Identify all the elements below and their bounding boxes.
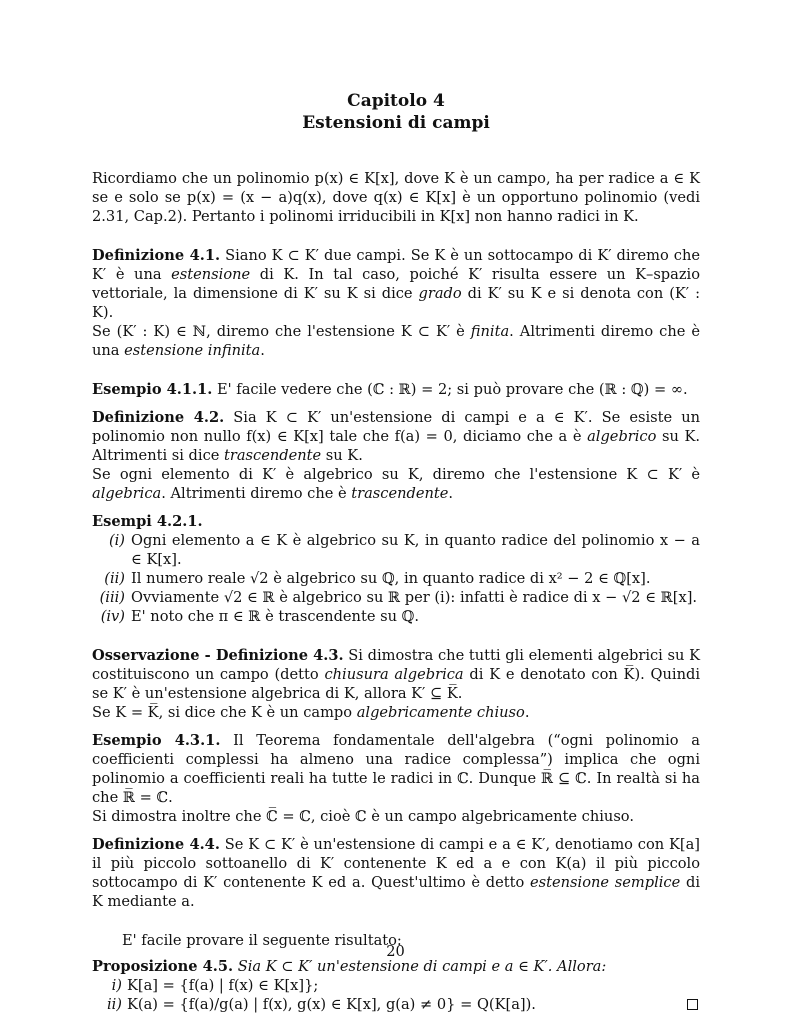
qed-square-icon	[687, 999, 698, 1010]
intro-paragraph: Ricordiamo che un polinomio p(x) ∈ K[x], dove K è un campo, ha per radice a ∈ K se e solo se p(x) = (x − a)q(x), dove q(x) ∈ K[x] è un opportuno polinomio (vedi 2.31, Cap.2). Pertanto i polinomi irriducibili in K[x] non hanno radici in K.	[92, 170, 700, 225]
definition-4-1: Definizione 4.1. Siano K ⊂ K′ due campi. Se K è un sottocampo di K′ diremo che K′ è una estensione di K. In tal caso, poiché K′ risulta essere un K–spazio vettoriale, la dimensione di K′ su K si dice grado di K′ su K e si denota con (K′ : K). Se (K′ : K) ∈ ℕ, diremo che l'estensione K ⊂ K′ è finita. Altrimenti diremo che è una estensione infinita.	[92, 247, 700, 359]
list-item: (ii) Il numero reale √2 è algebrico su ℚ, in quanto radice di x² − 2 ∈ ℚ[x].	[104, 570, 651, 587]
proposition-4-5-heading: Proposizione 4.5.	[92, 958, 234, 975]
examples-4-2-1-heading: Esempi 4.2.1.	[92, 513, 203, 530]
example-4-1-1: Esempio 4.1.1. E' facile vedere che (ℂ : ℝ) = 2; si può provare che (ℝ : ℚ) = ∞.	[92, 381, 688, 398]
chapter-title: Estensioni di campi	[302, 113, 490, 133]
observation-4-3-heading: Osservazione - Definizione 4.3.	[92, 647, 344, 664]
list-item: (iii) Ovviamente √2 ∈ ℝ è algebrico su ℝ per (i): infatti è radice di x − √2 ∈ ℝ[x].	[99, 589, 698, 606]
definition-4-2: Definizione 4.2. Sia K ⊂ K′ un'estensione di campi e a ∈ K′. Se esiste un polinomio non nullo f(x) ∈ K[x] tale che f(a) = 0, diciamo che a è algebrico su K. Altrimenti si dice trascendente su K. Se ogni elemento di K′ è algebrico su K, diremo che l'estensione K ⊂ K′ è algebrica. Altrimenti diremo che è trascendente.	[92, 409, 701, 502]
example-4-1-1-heading: Esempio 4.1.1.	[92, 381, 213, 398]
definition-4-2-heading: Definizione 4.2.	[92, 409, 225, 426]
list-item: i) K[a] = {f(a) | f(x) ∈ K[x]};	[111, 977, 319, 994]
observation-definition-4-3: Osservazione - Definizione 4.3. Si dimostra che tutti gli elementi algebrici su K costituiscono un campo (detto chiusura algebrica di K e denotato con K̅). Quindi se K′ è un'estensione algebrica di K, allora K′ ⊆ K̅. Se K = K̅, si dice che K è un campo algebricamente chiuso.	[92, 647, 701, 721]
list-item: (iv) E' noto che π ∈ ℝ è trascendente su ℚ.	[100, 608, 419, 625]
definition-4-4: Definizione 4.4. Se K ⊂ K′ è un'estensione di campi e a ∈ K′, denotiamo con K[a] il più piccolo sottoanello di K′ contenente K ed a e con K(a) il più piccolo sottocampo di K′ contenente K ed a. Quest'ultimo è detto estensione semplice di K mediante a.	[92, 836, 700, 910]
definition-4-1-heading: Definizione 4.1.	[92, 247, 221, 264]
example-4-3-1: Esempio 4.3.1. Il Teorema fondamentale dell'algebra (“ogni polinomio a coefficienti complessi ha almeno una radice complessa”) implica che ogni polinomio a coefficienti reali ha tutte le radici in ℂ. Dunque ℝ̅ ⊆ ℂ. In realtà si ha che ℝ̅ = ℂ. Si dimostra inoltre che ℂ̅ = ℂ, cioè ℂ è un campo algebricamente chiuso.	[92, 732, 700, 825]
definition-4-4-heading: Definizione 4.4.	[92, 836, 220, 853]
list-item: (i) Ogni elemento a ∈ K è algebrico su K, in quanto radice del polinomio x − a ∈ K[x].	[108, 532, 700, 568]
list-item: ii) K(a) = {f(a)/g(a) | f(x), g(x) ∈ K[x], g(a) ≠ 0} = Q(K[a]).	[92, 995, 700, 1014]
page-content	[92, 90, 700, 1014]
page-number: 20	[386, 943, 405, 960]
examples-4-2-1	[92, 512, 700, 626]
example-4-3-1-heading: Esempio 4.3.1.	[92, 732, 221, 749]
proposition-4-5: Proposizione 4.5. Sia K ⊂ K′ un'estensione di campi e a ∈ K′. Allora: i) K[a] = {f(a) | f(x) ∈ K[x]}; ii) K(a) = {f(a)/g(a) | f(x), g(x) ∈ K[x], g(a) ≠ 0} = Q(K[a]).	[92, 957, 700, 1014]
chapter-number: Capitolo 4	[347, 91, 445, 111]
lead-sentence: E' facile provare il seguente risultato:	[122, 932, 402, 949]
